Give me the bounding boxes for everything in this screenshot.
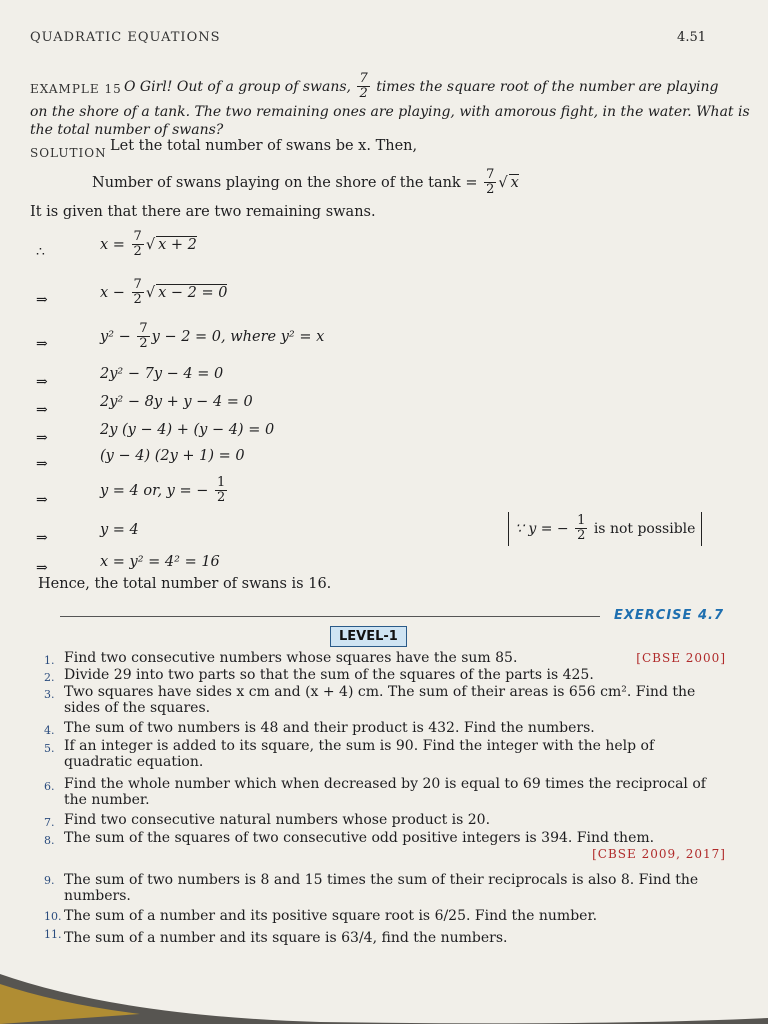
fraction-one-half (215, 476, 227, 506)
solution-label: SOLUTION (30, 146, 107, 160)
eq8-lhs: y = 4 or, y = − (100, 482, 209, 499)
question-number: 7. (44, 816, 55, 829)
therefore-symbol: ∴ (36, 244, 45, 260)
note-pre: ∵ y = − (515, 520, 569, 537)
equation-3 (100, 322, 324, 352)
equation-10: x = y² = 4² = 16 (100, 554, 220, 570)
implies-arrow: ⇒ (36, 336, 48, 352)
implies-arrow: ⇒ (36, 292, 48, 308)
conclusion: Hence, the total number of swans is 16. (38, 576, 332, 592)
question-item: If an integer is added to its square, the sum is 90. Find the integer with the help of quadratic equation. (64, 738, 655, 770)
cbse-tag: [CBSE 2009, 2017] (592, 847, 726, 861)
frac-den: 2 (133, 292, 142, 308)
implies-arrow: ⇒ (36, 560, 48, 576)
implies-arrow: ⇒ (36, 492, 48, 508)
question-number: 6. (44, 780, 55, 793)
eq2-rhs: x − 2 = 0 (158, 284, 228, 301)
question-item: The sum of two numbers is 8 and 15 times the sum of their reciprocals is also 8. Find the numbers. (64, 872, 699, 904)
question-number: 8. (44, 834, 55, 847)
frac-den: 2 (133, 244, 142, 260)
question-number: 1. (44, 654, 55, 667)
question-text: Find two consecutive numbers whose squares have the sum 85. (64, 650, 518, 666)
eq3-rhs: y − 2 = 0, where y² = x (151, 328, 325, 345)
example-line-1-post: times the square root of the number are playing (376, 78, 719, 95)
example-line-2: on the shore of a tank. The two remaining ones are playing, with amorous fight, in the water. What is (30, 104, 750, 120)
question-number: 3. (44, 688, 55, 701)
equation-5: 2y² − 8y + y − 4 = 0 (100, 394, 253, 410)
eq1-lhs: x = (100, 236, 125, 253)
implies-arrow: ⇒ (36, 456, 48, 472)
question-item (64, 650, 726, 666)
frac-num: 7 (139, 321, 148, 336)
question-text: The sum of the squares of two consecutive odd positive integers is 394. Find them. (64, 830, 655, 846)
eq2-lhs: x − (100, 284, 125, 301)
question-number: 10. (44, 910, 62, 923)
equation-6: 2y (y − 4) + (y − 4) = 0 (100, 422, 275, 438)
example-label: EXAMPLE 15 (30, 82, 122, 96)
solution-intro: Let the total number of swans be x. Then, (110, 138, 418, 154)
implies-arrow: ⇒ (36, 402, 48, 418)
half-num: 1 (577, 513, 586, 528)
example-line-1 (124, 72, 719, 102)
running-title: QUADRATIC EQUATIONS (30, 30, 221, 45)
fraction-one-half (575, 514, 587, 544)
equation-1: x = $\frac{7}{2}$ √ x + 2 (100, 229, 197, 260)
implies-arrow: ⇒ (36, 374, 48, 390)
equation-7: (y − 4) (2y + 1) = 0 (100, 448, 245, 464)
note-post: is not possible (593, 520, 696, 537)
frac-num: 7 (359, 71, 368, 86)
question-item: Find the whole number which when decreased by 20 is equal to 69 times the reciprocal of the number. (64, 776, 706, 808)
fraction-seven-halves (132, 278, 144, 308)
frac-num: 7 (133, 229, 142, 244)
question-item: Two squares have sides x cm and (x + 4) cm. The sum of their areas is 656 cm². Find the sides of the squares. (64, 684, 696, 716)
page-curl-shadow (0, 964, 768, 1024)
shore-text: Number of swans playing on the shore of the tank = (92, 174, 478, 191)
exercise-title: EXERCISE 4.7 (614, 608, 724, 623)
question-item: The sum of a number and its square is 63/4, find the numbers. (64, 930, 508, 946)
question-number: 11. (44, 928, 62, 941)
shore-statement: Number of swans playing on the shore of the tank = $\frac{7}{2}$ √ x (92, 167, 519, 198)
question-item: Divide 29 into two parts so that the sum of the squares of the parts is 425. (64, 667, 594, 683)
equation-4: 2y² − 7y − 4 = 0 (100, 366, 224, 382)
frac-num: 7 (133, 277, 142, 292)
implies-arrow: ⇒ (36, 530, 48, 546)
given-statement: It is given that there are two remaining swans. (30, 204, 376, 220)
eq3-lhs: y² − (100, 328, 131, 345)
half-den: 2 (577, 528, 586, 544)
frac-den: 2 (139, 336, 148, 352)
question-item: The sum of two numbers is 48 and their product is 432. Find the numbers. (64, 720, 595, 736)
equation-9: y = 4 (100, 522, 139, 538)
eq1-rhs: x + 2 (158, 236, 197, 253)
level-badge: LEVEL-1 (330, 626, 407, 647)
fraction-seven-halves (132, 230, 144, 260)
question-number: 5. (44, 742, 55, 755)
equation-2: x − $\frac{7}{2}$ √ x − 2 = 0 (100, 277, 228, 308)
bracket-note (508, 512, 702, 546)
fraction-seven-halves (484, 168, 496, 198)
half-den: 2 (217, 490, 226, 506)
example-line-3: the total number of swans? (30, 122, 224, 138)
frac-num: 7 (486, 167, 495, 182)
question-number: 4. (44, 724, 55, 737)
question-number: 9. (44, 874, 55, 887)
implies-arrow: ⇒ (36, 430, 48, 446)
question-item: The sum of a number and its positive square root is 6/25. Find the number. (64, 908, 598, 924)
question-item (64, 830, 726, 862)
fraction-seven-halves (137, 322, 149, 352)
fraction-seven-halves (357, 72, 369, 102)
equation-8 (100, 476, 229, 506)
divider-rule (60, 616, 600, 617)
cbse-tag: [CBSE 2000] (636, 651, 726, 665)
frac-den: 2 (486, 182, 495, 198)
frac-den: 2 (359, 86, 368, 102)
page-number: 4.51 (677, 30, 706, 45)
question-number: 2. (44, 671, 55, 684)
question-item: Find two consecutive natural numbers whose product is 20. (64, 812, 491, 828)
half-num: 1 (217, 475, 226, 490)
example-line-1-pre: O Girl! Out of a group of swans, (124, 78, 352, 95)
